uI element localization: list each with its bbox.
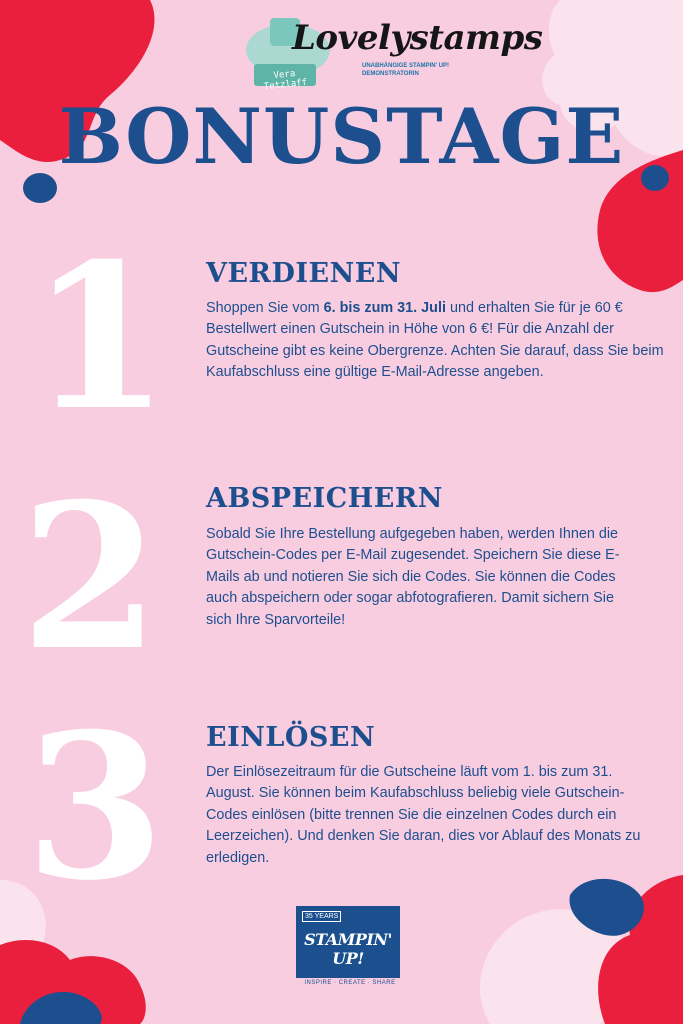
page-title: BONUSTAGE (58, 92, 625, 181)
step-1-number: 1 (30, 220, 170, 455)
step-1-body (206, 298, 683, 384)
logo-subtitle: UNABHÄNGIGE STAMPIN' UP! DEMONSTRATORIN (362, 63, 449, 77)
years-badge: 35 YEARS (302, 911, 341, 922)
step-1-body-text-b: und erhalten Sie für je 60 € Bestellwert einen Gutschein in Höhe von 6 €! Für die Anzahl der Gutscheine gibt es keine Obergrenze. Achten Sie darauf, dass Sie beim Kaufabschluss eine gültige E-Mail-Adresse angeben. (206, 300, 664, 381)
stampin-up-wordmark: STAMPIN' UP! (304, 930, 392, 968)
step-2-number: 2 (20, 460, 160, 695)
stampin-up-tagline: INSPIRE · CREATE · SHARE (304, 980, 396, 986)
step-3-heading: EINLÖSEN (206, 722, 376, 753)
step-3-body: Der Einlösezeitraum für die Gutscheine läuft vom 1. bis zum 31. August. Sie können beim Kaufabschluss beliebig viele Gutschein-Codes einlösen (bitte trennen Sie die einzelnen Codes durch ein Leerzeichen). Und denken Sie daran, dies vor Ablauf des Monats zu erledigen. (206, 764, 641, 866)
logo-brand-script: Lovelystamps (292, 18, 543, 58)
stampin-up-logo (296, 906, 400, 978)
step-1-body-text-a: Shoppen Sie vom (206, 300, 324, 316)
stamp-name-text: Vera Tetzlaff (263, 68, 308, 93)
step-2-heading: ABSPEICHERN (206, 483, 443, 514)
step-1-body-date: 6. bis zum 31. Juli (323, 300, 446, 316)
step-1-heading: VERDIENEN (206, 258, 402, 289)
step-2-body: Sobald Sie Ihre Bestellung aufgegeben haben, werden Ihnen die Gutschein-Codes per E-Mail zugesendet. Speichern Sie diese E-Mails ab und notieren Sie sich die Codes. Sie können die Codes auch abspeichern oder sogar abfotografieren. Damit sichern Sie sich Ihre Sparvorteile! (206, 526, 620, 628)
lovelystamps-logo (240, 10, 543, 100)
step-3-number: 3 (25, 690, 165, 925)
